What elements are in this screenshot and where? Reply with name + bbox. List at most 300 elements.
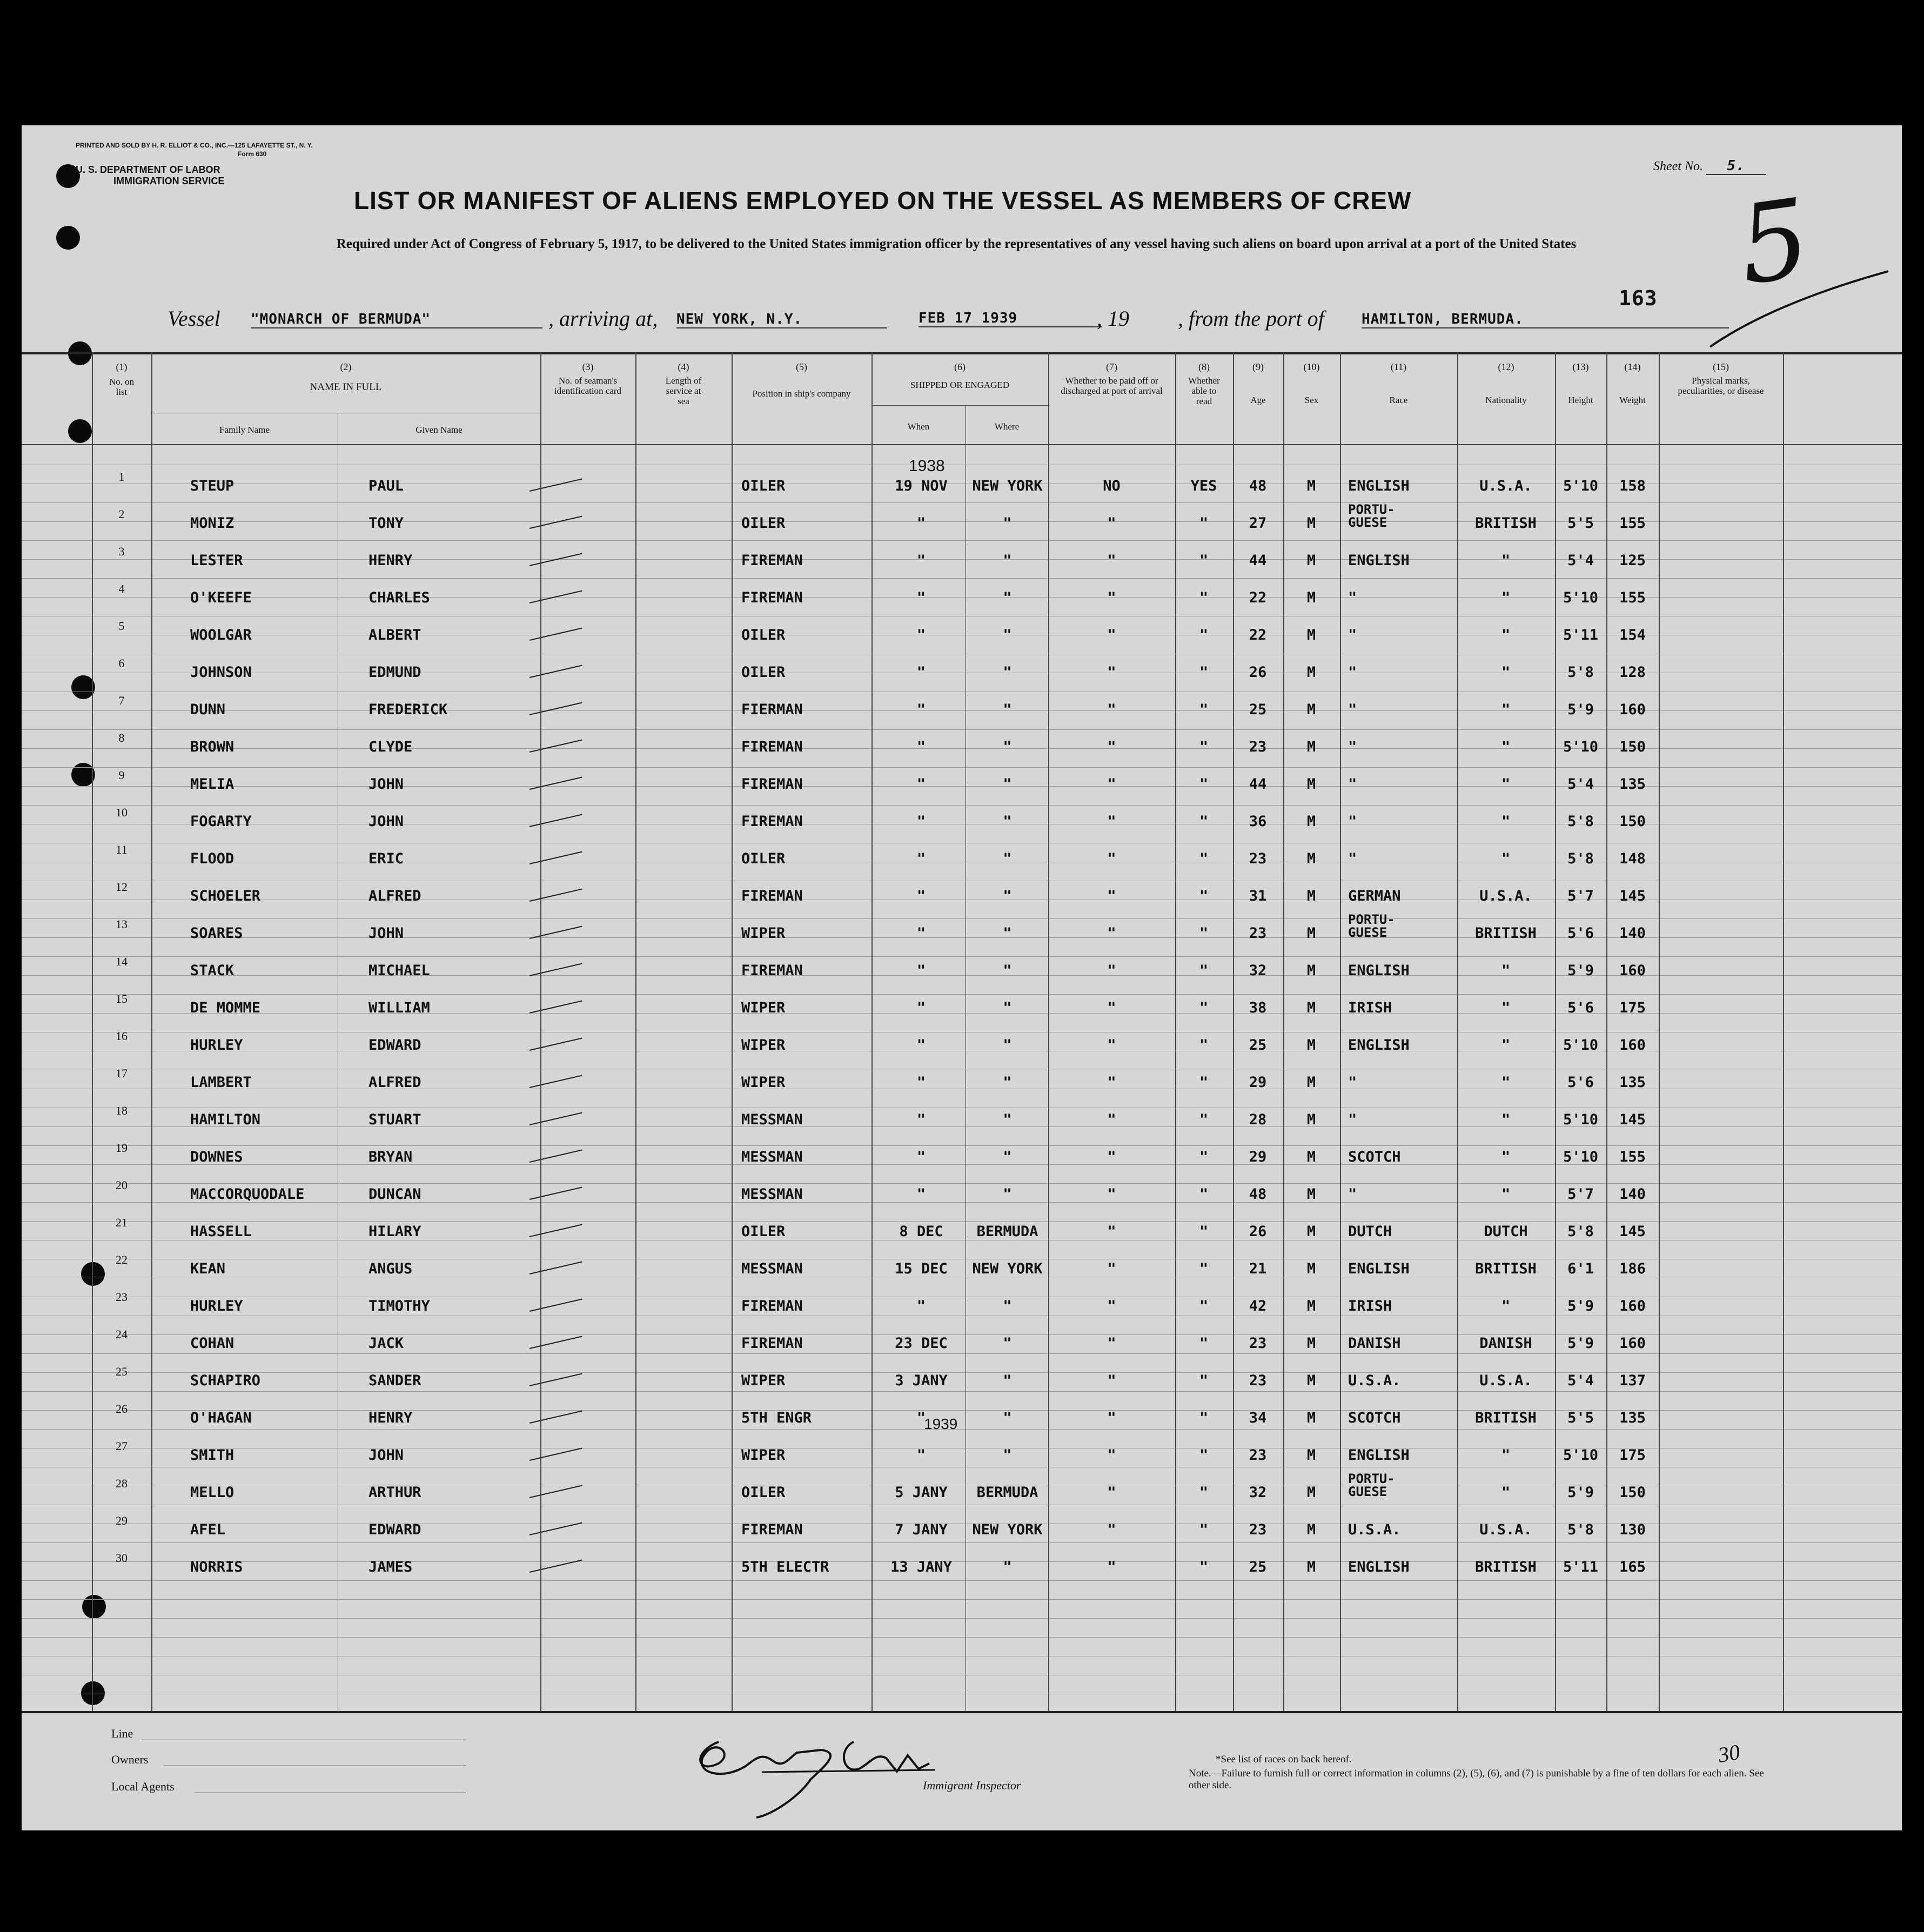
cell-race: " [1348, 1074, 1357, 1091]
cell-no: 18 [116, 1104, 128, 1117]
cell-paid: " [1107, 999, 1116, 1016]
id-card-mark [529, 1150, 582, 1163]
table-top-rule [22, 352, 1902, 354]
cell-where: " [1003, 850, 1012, 867]
cell-position: FIERMAN [741, 701, 803, 718]
col-header-3 [540, 362, 635, 396]
cell-race: U.S.A. [1348, 1372, 1401, 1389]
cell-position: FIREMAN [741, 552, 803, 569]
arriving-label: , arriving at, [548, 306, 658, 331]
cell-read: " [1199, 1559, 1209, 1575]
cell-read: " [1199, 1335, 1209, 1352]
column-divider [1783, 352, 1784, 1711]
page-subtitle: Required under Act of Congress of February 5, 1917, to be delivered to the United States immigration officer by the representatives of any vessel having such aliens on board upon arrival at a port of the United States [336, 237, 1577, 251]
cell-sex: M [1306, 552, 1316, 569]
cell-age: 27 [1249, 515, 1267, 532]
cell-paid: " [1107, 515, 1116, 532]
cell-sex: M [1306, 515, 1316, 532]
cell-given: HENRY [368, 552, 413, 569]
col-label: Height [1568, 395, 1593, 405]
cell-race: " [1348, 739, 1357, 755]
cell-race: " [1348, 701, 1357, 718]
cell-given: HENRY [368, 1410, 413, 1426]
cell-when: " [916, 552, 926, 569]
cell-where: NEW YORK [972, 478, 1043, 494]
id-card-mark [529, 1112, 582, 1125]
cell-no: 12 [116, 880, 128, 894]
cell-family: SCHAPIRO [190, 1372, 261, 1389]
row-rule [22, 805, 1902, 806]
punch-hole [68, 419, 92, 443]
cell-nationality: U.S.A. [1479, 888, 1532, 904]
punch-hole [56, 226, 80, 250]
col-label: Weight [1619, 395, 1646, 405]
cell-weight: 130 [1619, 1521, 1646, 1538]
cell-nationality: " [1501, 1447, 1511, 1464]
cell-age: 32 [1249, 962, 1267, 979]
subheader-given-name: Given Name [415, 425, 462, 435]
cell-paid: " [1107, 1074, 1116, 1091]
cell-sex: M [1306, 627, 1316, 643]
cell-height: 5'10 [1563, 478, 1599, 494]
cell-weight: 128 [1619, 664, 1646, 681]
cell-weight: 150 [1619, 739, 1646, 755]
cell-position: MESSMAN [741, 1111, 803, 1128]
column-divider [732, 352, 733, 1711]
id-card-mark [529, 1448, 582, 1461]
cell-paid: " [1107, 552, 1116, 569]
cell-age: 31 [1249, 888, 1267, 904]
id-card-mark [529, 1001, 582, 1014]
cell-height: 5'5 [1567, 1410, 1594, 1426]
page-title: LIST OR MANIFEST OF ALIENS EMPLOYED ON THE VESSEL AS MEMBERS OF CREW [354, 186, 1412, 214]
cell-given: JOHN [368, 925, 404, 942]
cell-race: ENGLISH [1348, 1037, 1410, 1054]
cell-given: ANGUS [368, 1260, 413, 1277]
cell-weight: 137 [1619, 1372, 1646, 1389]
col-num: (12) [1498, 361, 1514, 372]
id-card-mark [529, 1336, 582, 1349]
sheet-label: Sheet No. [1653, 159, 1703, 173]
cell-read: " [1199, 515, 1209, 532]
cell-position: FIREMAN [741, 739, 803, 755]
cell-height: 5'11 [1563, 1559, 1599, 1575]
row-rule [22, 540, 1902, 541]
cell-paid: " [1107, 1410, 1116, 1426]
cell-race: ENGLISH [1348, 478, 1410, 494]
cell-sex: M [1306, 776, 1316, 793]
cell-weight: 135 [1619, 1074, 1646, 1091]
cell-when: 3 JANY [895, 1372, 948, 1389]
cell-where: " [1003, 776, 1012, 793]
cell-position: FIREMAN [741, 888, 803, 904]
cell-position: OILER [741, 478, 786, 494]
cell-given: EDMUND [368, 664, 421, 681]
cell-race: ENGLISH [1348, 1559, 1410, 1575]
col-header-10 [1283, 362, 1340, 405]
owners-label: Owners [111, 1753, 149, 1766]
cell-family: DE MOMME [190, 999, 261, 1016]
id-card-mark [529, 1373, 582, 1386]
cell-weight: 150 [1619, 1484, 1646, 1501]
cell-read: " [1199, 850, 1209, 867]
cell-no: 19 [116, 1141, 128, 1155]
row-rule [22, 994, 1902, 995]
cell-given: EDWARD [368, 1037, 421, 1054]
cell-paid: " [1107, 850, 1116, 867]
cell-where: NEW YORK [972, 1521, 1043, 1538]
penalty-note: Note.—Failure to furnish full or correct information in columns (2), (5), (6), and (7) is punishable by a fine of ten dollars for each alien. See other side. [1189, 1768, 1764, 1791]
cell-given: JACK [368, 1335, 404, 1352]
cell-no: 6 [118, 656, 125, 670]
cell-weight: 186 [1619, 1260, 1646, 1277]
cell-nationality: BRITISH [1475, 1260, 1537, 1277]
cell-height: 5'9 [1567, 962, 1594, 979]
cell-given: CLYDE [368, 739, 413, 755]
from-port: HAMILTON, BERMUDA. [1362, 311, 1729, 328]
id-card-mark [529, 814, 582, 827]
cell-given: ALFRED [368, 1074, 421, 1091]
row-rule [22, 1429, 1902, 1430]
cell-where: " [1003, 1372, 1012, 1389]
cell-paid: " [1107, 1447, 1116, 1464]
cell-paid: " [1107, 1484, 1116, 1501]
cell-race: DANISH [1348, 1335, 1401, 1352]
cell-when: 7 JANY [895, 1521, 948, 1538]
cell-where: " [1003, 1335, 1012, 1352]
cell-where: " [1003, 1410, 1012, 1426]
cell-where: " [1003, 1186, 1012, 1203]
cell-given: STUART [368, 1111, 421, 1128]
col-header-2 [151, 362, 540, 392]
col-header-8 [1175, 362, 1233, 406]
cell-no: 1 [118, 470, 125, 484]
department-name: U. S. DEPARTMENT OF LABOR [76, 164, 220, 175]
cell-nationality: " [1501, 1186, 1511, 1203]
page-number: 163 [1619, 286, 1658, 310]
cell-weight: 150 [1619, 813, 1646, 830]
cell-age: 23 [1249, 1335, 1267, 1352]
cell-no: 28 [116, 1477, 128, 1490]
cell-nationality: " [1501, 776, 1511, 793]
cell-when: 15 DEC [895, 1260, 948, 1277]
cell-given: JOHN [368, 776, 404, 793]
cell-family: KEAN [190, 1260, 226, 1277]
col-num: (6) [954, 361, 966, 372]
cell-height: 5'6 [1567, 1074, 1594, 1091]
cell-age: 44 [1249, 552, 1267, 569]
cell-where: " [1003, 739, 1012, 755]
cell-paid: " [1107, 1298, 1116, 1314]
cell-given: EDWARD [368, 1521, 421, 1538]
cell-given: JOHN [368, 813, 404, 830]
cell-read: " [1199, 589, 1209, 606]
cell-given: BRYAN [368, 1149, 413, 1165]
cell-when: " [916, 627, 926, 643]
id-card-mark [529, 1522, 582, 1535]
cell-given: FREDERICK [368, 701, 448, 718]
cell-read: " [1199, 1186, 1209, 1203]
cell-no: 4 [118, 582, 125, 595]
cell-position: OILER [741, 515, 786, 532]
cell-read: " [1199, 664, 1209, 681]
cell-height: 5'8 [1567, 1223, 1594, 1240]
cell-sex: M [1306, 1559, 1316, 1575]
cell-no: 20 [116, 1178, 128, 1192]
id-card-mark [529, 1038, 582, 1051]
cell-sex: M [1306, 1335, 1316, 1352]
punch-hole [81, 1681, 105, 1705]
row-rule [22, 1599, 1902, 1600]
cell-family: LAMBERT [190, 1074, 252, 1091]
row-rule [22, 1637, 1902, 1638]
cell-where: " [1003, 888, 1012, 904]
sheet-number-label [1653, 158, 1766, 175]
cell-height: 5'4 [1567, 552, 1594, 569]
col-num: (13) [1572, 361, 1589, 372]
handwritten-slash [1707, 266, 1891, 352]
row-rule [22, 1145, 1902, 1146]
cell-height: 5'10 [1563, 1149, 1599, 1165]
cell-age: 42 [1249, 1298, 1267, 1314]
col-num: (14) [1624, 361, 1641, 372]
cell-given: DUNCAN [368, 1186, 421, 1203]
cell-read: " [1199, 552, 1209, 569]
cell-age: 48 [1249, 478, 1267, 494]
cell-race: IRISH [1348, 999, 1392, 1016]
cell-height: 5'6 [1567, 999, 1594, 1016]
cell-when: " [916, 1111, 926, 1128]
column-divider [151, 352, 152, 1711]
cell-where: BERMUDA [976, 1484, 1038, 1501]
vessel-label: Vessel [167, 306, 220, 331]
cell-family: MELLO [190, 1484, 234, 1501]
column-divider [540, 352, 541, 1711]
cell-age: 38 [1249, 999, 1267, 1016]
cell-height: 5'10 [1563, 1111, 1599, 1128]
cell-age: 44 [1249, 776, 1267, 793]
cell-paid: " [1107, 1186, 1116, 1203]
cell-family: BROWN [190, 739, 234, 755]
cell-paid: " [1107, 1037, 1116, 1054]
cell-when: " [916, 739, 926, 755]
year-label: , 19 [1097, 306, 1129, 331]
column-divider [1659, 352, 1660, 1711]
cell-weight: 155 [1619, 515, 1646, 532]
cell-paid: " [1107, 1335, 1116, 1352]
cell-height: 5'8 [1567, 664, 1594, 681]
cell-weight: 145 [1619, 1223, 1646, 1240]
id-card-mark [529, 851, 582, 864]
cell-paid: " [1107, 962, 1116, 979]
cell-position: WIPER [741, 999, 786, 1016]
cell-position: FIREMAN [741, 813, 803, 830]
cell-when: " [916, 850, 926, 867]
cell-weight: 140 [1619, 925, 1646, 942]
cell-no: 26 [116, 1402, 128, 1416]
cell-family: WOOLGAR [190, 627, 252, 643]
cell-when: " [916, 962, 926, 979]
cell-given: TIMOTHY [368, 1298, 430, 1314]
cell-given: PAUL [368, 478, 404, 494]
id-card-mark [529, 1075, 582, 1088]
cell-read: " [1199, 888, 1209, 904]
cell-race: U.S.A. [1348, 1521, 1401, 1538]
col-label: No. on list [109, 377, 135, 397]
cell-sex: M [1306, 1521, 1316, 1538]
cell-height: 5'9 [1567, 1484, 1594, 1501]
cell-position: WIPER [741, 1074, 786, 1091]
cell-read: " [1199, 627, 1209, 643]
cell-where: " [1003, 1111, 1012, 1128]
col-header-6 [872, 362, 1048, 390]
cell-no: 9 [118, 768, 125, 782]
row-rule [22, 918, 1902, 919]
cell-given: CHARLES [368, 589, 430, 606]
cell-nationality: BRITISH [1475, 1410, 1537, 1426]
cell-race: PORTU-GUESE [1348, 1471, 1395, 1499]
cell-weight: 160 [1619, 1298, 1646, 1314]
cell-paid: " [1107, 701, 1116, 718]
cell-sex: M [1306, 1372, 1316, 1389]
cell-when: " [916, 999, 926, 1016]
col-num: (11) [1390, 361, 1407, 372]
cell-family: FLOOD [190, 850, 234, 867]
cell-sex: M [1306, 1111, 1316, 1128]
cell-nationality: BRITISH [1475, 925, 1537, 942]
cell-where: " [1003, 962, 1012, 979]
cell-when: " [916, 776, 926, 793]
cell-when: " [916, 1037, 926, 1054]
cell-position: FIREMAN [741, 776, 803, 793]
cell-position: OILER [741, 1223, 786, 1240]
cell-position: WIPER [741, 1447, 786, 1464]
cell-family: COHAN [190, 1335, 234, 1352]
cell-race: " [1348, 850, 1357, 867]
col-num: (4) [678, 361, 689, 372]
arriving-port: NEW YORK, N.Y. [676, 311, 887, 328]
row-rule [22, 1183, 1902, 1184]
cell-height: 6'1 [1567, 1260, 1594, 1277]
cell-position: FIREMAN [741, 589, 803, 606]
cell-height: 5'10 [1563, 589, 1599, 606]
cell-weight: 158 [1619, 478, 1646, 494]
cell-when: " [916, 515, 926, 532]
cell-nationality: DANISH [1479, 1335, 1532, 1352]
shipped-subheader-rule [872, 405, 1048, 406]
cell-race: GERMAN [1348, 888, 1401, 904]
cell-nationality: DUTCH [1484, 1223, 1528, 1240]
cell-age: 25 [1249, 1559, 1267, 1575]
cell-weight: 135 [1619, 1410, 1646, 1426]
cell-family: STEUP [190, 478, 234, 494]
cell-height: 5'8 [1567, 850, 1594, 867]
subheader-where: Where [994, 421, 1020, 432]
cell-family: O'KEEFE [190, 589, 252, 606]
cell-paid: " [1107, 1223, 1116, 1240]
cell-family: DOWNES [190, 1149, 243, 1165]
col-header-7 [1048, 362, 1175, 396]
row-rule [22, 767, 1902, 768]
row-rule [22, 1353, 1902, 1354]
cell-read: " [1199, 1447, 1209, 1464]
cell-nationality: " [1501, 589, 1511, 606]
service-name: IMMIGRATION SERVICE [113, 176, 225, 186]
cell-sex: M [1306, 1074, 1316, 1091]
cell-where: " [1003, 1559, 1012, 1575]
cell-read: " [1199, 813, 1209, 830]
cell-when: 23 DEC [895, 1335, 948, 1352]
cell-when: " [916, 1447, 926, 1464]
cell-sex: M [1306, 1298, 1316, 1314]
cell-sex: M [1306, 1223, 1316, 1240]
id-card-mark [529, 1299, 582, 1312]
cell-no: 13 [116, 917, 128, 931]
cell-family: MELIA [190, 776, 234, 793]
cell-race: IRISH [1348, 1298, 1392, 1314]
cell-nationality: " [1501, 701, 1511, 718]
cell-nationality: " [1501, 1149, 1511, 1165]
id-card-mark [529, 702, 582, 715]
table-bottom-rule [22, 1711, 1902, 1713]
cell-given: ALBERT [368, 627, 421, 643]
cell-where: " [1003, 813, 1012, 830]
id-card-mark [529, 740, 582, 753]
cell-age: 23 [1249, 1521, 1267, 1538]
cell-read: " [1199, 776, 1209, 793]
printer-imprint: PRINTED AND SOLD BY H. R. ELLIOT & CO., INC.—125 LAFAYETTE ST., N. Y. [76, 142, 313, 149]
cell-sex: M [1306, 478, 1316, 494]
cell-age: 22 [1249, 589, 1267, 606]
cell-race: ENGLISH [1348, 1447, 1410, 1464]
cell-read: YES [1190, 478, 1217, 494]
cell-position: FIREMAN [741, 1335, 803, 1352]
subheader-when: When [907, 421, 930, 432]
cell-where: " [1003, 701, 1012, 718]
cell-nationality: " [1501, 627, 1511, 643]
cell-race: " [1348, 589, 1357, 606]
cell-sex: M [1306, 813, 1316, 830]
cell-weight: 135 [1619, 776, 1646, 793]
cell-race: SCOTCH [1348, 1410, 1401, 1426]
id-card-mark [529, 1485, 582, 1498]
header-bottom-rule [22, 444, 1902, 445]
cell-paid: " [1107, 1521, 1116, 1538]
cell-race: " [1348, 813, 1357, 830]
cell-family: HASSELL [190, 1223, 252, 1240]
id-card-mark [529, 1411, 582, 1424]
column-divider [1457, 352, 1458, 1711]
cell-height: 5'5 [1567, 515, 1594, 532]
cell-sex: M [1306, 1260, 1316, 1277]
cell-position: MESSMAN [741, 1149, 803, 1165]
cell-where: " [1003, 1074, 1012, 1091]
cell-family: MONIZ [190, 515, 234, 532]
cell-family: HAMILTON [190, 1111, 261, 1128]
cell-weight: 175 [1619, 999, 1646, 1016]
cell-where: NEW YORK [972, 1260, 1043, 1277]
row-rule [22, 1580, 1902, 1581]
col-label: Nationality [1485, 395, 1527, 405]
cell-height: 5'11 [1563, 627, 1599, 643]
cell-nationality: " [1501, 1484, 1511, 1501]
cell-family: SMITH [190, 1447, 234, 1464]
column-divider [1048, 352, 1049, 1711]
cell-no: 27 [116, 1439, 128, 1453]
cell-paid: NO [1103, 478, 1121, 494]
cell-family: SOARES [190, 925, 243, 942]
cell-sex: M [1306, 1037, 1316, 1054]
